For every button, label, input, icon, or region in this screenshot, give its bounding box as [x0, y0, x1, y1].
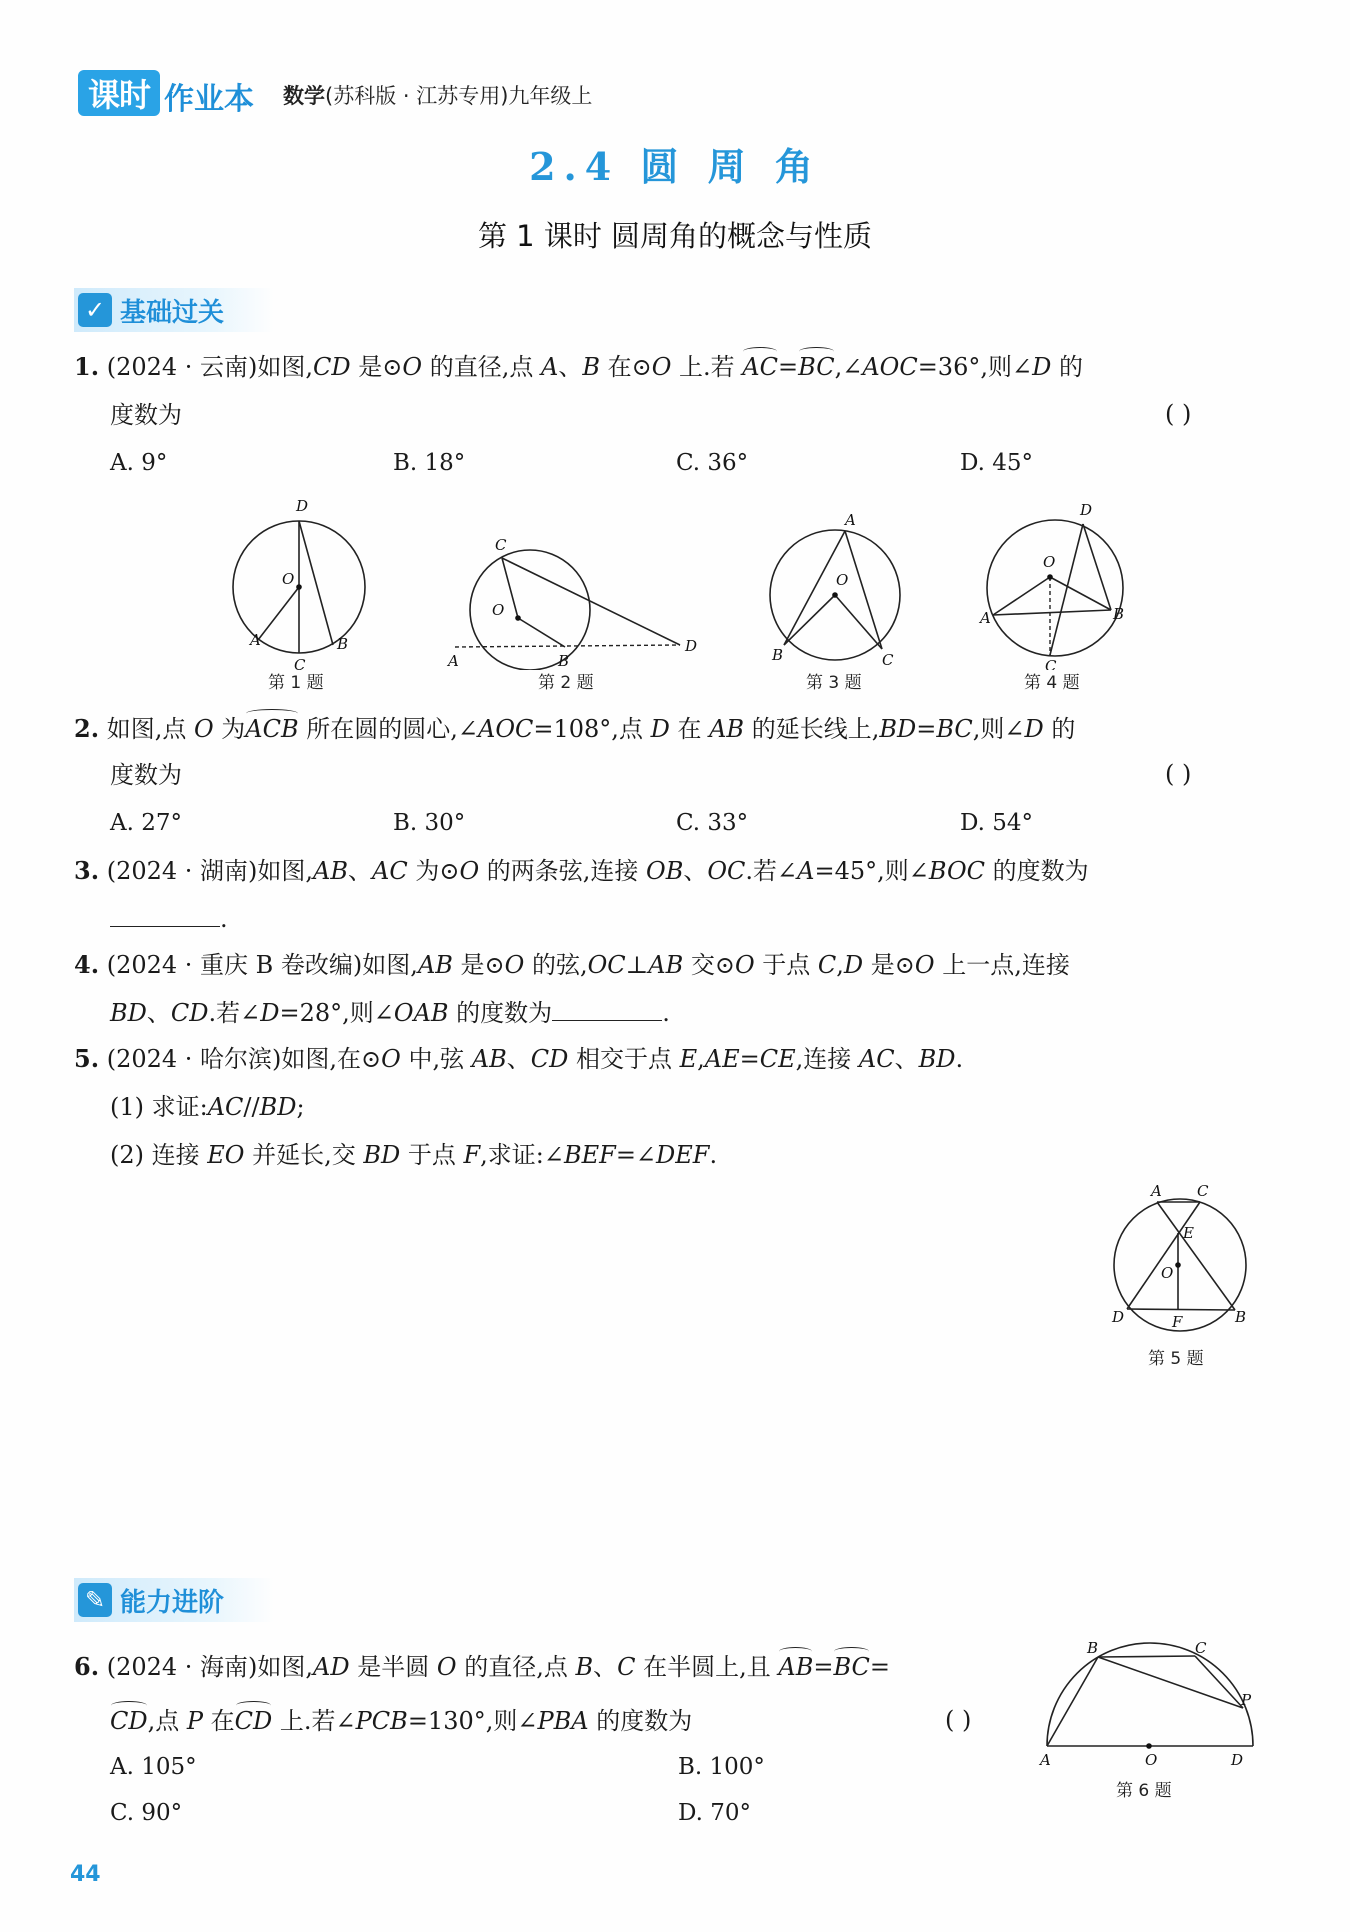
svg-text:C: C [294, 656, 306, 670]
brand-logo: 课时 [78, 70, 160, 116]
svg-text:C: C [495, 536, 507, 554]
caption-figure-6: 第 6 题 [1116, 1781, 1172, 1801]
caption-figure-3: 第 3 题 [806, 673, 862, 693]
caption-figure-2: 第 2 题 [538, 673, 594, 693]
svg-text:D: D [296, 497, 309, 515]
svg-text:D: D [685, 637, 698, 655]
question-5-part2: (2) 连接 EO 并延长,交 BD 于点 F,求证:∠BEF=∠DEF. [110, 1141, 718, 1169]
svg-text:O: O [1145, 1751, 1158, 1769]
caption-figure-4: 第 4 题 [1024, 673, 1080, 693]
svg-text:C: C [1197, 1185, 1209, 1200]
option-1b[interactable]: B. 18° [393, 450, 466, 476]
option-6d[interactable]: D. 70° [678, 1800, 752, 1826]
figure-3 [760, 505, 910, 674]
svg-text:D: D [1112, 1308, 1125, 1326]
question-5-part1: (1) 求证:AC//BD; [110, 1093, 305, 1121]
section-title: 2.4 圆 周 角 [529, 144, 821, 189]
answer-paren-6[interactable]: ( ) [945, 1706, 972, 1734]
answer-paren-1[interactable]: ( ) [1165, 400, 1192, 428]
svg-text:O: O [1161, 1264, 1174, 1282]
svg-text:B: B [1087, 1640, 1099, 1657]
option-2d[interactable]: D. 54° [960, 810, 1034, 836]
svg-text:E: E [1183, 1224, 1194, 1242]
svg-text:A: A [980, 609, 991, 627]
option-6c[interactable]: C. 90° [110, 1800, 183, 1826]
question-4: 4. (2024 · 重庆 B 卷改编)如图,AB 是⊙O 的弦,OC⊥AB 交⊙O 于点 C,D 是⊙O 上一点,连接 [74, 950, 1070, 979]
option-1a[interactable]: A. 9° [110, 450, 168, 476]
answer-paren-2[interactable]: ( ) [1165, 760, 1192, 788]
edit-icon: ✎ [78, 1583, 112, 1617]
figure-2 [440, 530, 700, 674]
question-6-line2: CD,点 P 在CD 上.若∠PCB=130°,则∠PBA 的度数为 [110, 1707, 693, 1735]
svg-text:B: B [772, 646, 784, 664]
svg-text:B: B [337, 635, 349, 653]
question-2-line2: 度数为 [110, 761, 182, 789]
svg-text:P: P [1241, 1691, 1252, 1709]
brand-name: 作业本 [164, 82, 254, 117]
svg-text:O: O [836, 571, 849, 589]
option-1d[interactable]: D. 45° [960, 450, 1034, 476]
svg-text:B: B [1235, 1308, 1247, 1326]
figure-4 [975, 495, 1135, 674]
option-2c[interactable]: C. 33° [676, 810, 749, 836]
svg-text:B: B [1113, 605, 1125, 623]
svg-text:O: O [1043, 553, 1056, 571]
page-number: 44 [70, 1862, 101, 1887]
svg-text:A: A [1040, 1751, 1051, 1769]
svg-text:F: F [1172, 1313, 1183, 1331]
answer-blank-3[interactable]: . [110, 904, 228, 934]
checkbox-icon: ✓ [78, 293, 112, 327]
svg-text:C: C [882, 651, 894, 669]
svg-text:C: C [1195, 1640, 1207, 1657]
section-banner-basic: ✓ 基础过关 [74, 288, 274, 332]
caption-figure-5: 第 5 题 [1148, 1349, 1204, 1369]
svg-text:A: A [845, 511, 856, 529]
question-6: 6. (2024 · 海南)如图,AD 是半圆 O 的直径,点 B、C 在半圆上,且 AB=BC= [74, 1652, 891, 1681]
question-5: 5. (2024 · 哈尔滨)如图,在⊙O 中,弦 AB、CD 相交于点 E,AE=CE,连接 AC、BD. [74, 1044, 964, 1073]
question-1: 1. (2024 · 云南)如图,CD 是⊙O 的直径,点 A、B 在⊙O 上.若 AC=BC,∠AOC=36°,则∠D 的 [74, 352, 1083, 381]
option-2b[interactable]: B. 30° [393, 810, 466, 836]
caption-figure-1: 第 1 题 [268, 673, 324, 693]
option-6a[interactable]: A. 105° [110, 1754, 197, 1780]
svg-text:A: A [1151, 1185, 1162, 1200]
svg-text:O: O [492, 601, 505, 619]
svg-text:A: A [448, 652, 459, 670]
option-6b[interactable]: B. 100° [678, 1754, 765, 1780]
answer-blank-4[interactable] [552, 998, 662, 1021]
book-info: 数学(苏科版 · 江苏专用)九年级上 [283, 84, 593, 108]
lesson-title: 第 1 课时 圆周角的概念与性质 [477, 219, 873, 253]
question-1-line2: 度数为 [110, 401, 182, 429]
svg-text:D: D [1231, 1751, 1244, 1769]
svg-text:C: C [1045, 657, 1057, 670]
svg-text:A: A [250, 631, 261, 649]
svg-text:B: B [558, 652, 570, 670]
question-3: 3. (2024 · 湖南)如图,AB、AC 为⊙O 的两条弦,连接 OB、OC.若∠A=45°,则∠BOC 的度数为 [74, 856, 1089, 885]
figure-6 [1035, 1640, 1255, 1774]
question-4-line2: BD、CD.若∠D=28°,则∠OAB 的度数为 . [110, 999, 670, 1027]
option-2a[interactable]: A. 27° [110, 810, 182, 836]
figure-1 [220, 490, 380, 674]
section-banner-advanced: ✎ 能力进阶 [74, 1578, 274, 1622]
svg-text:D: D [1080, 501, 1093, 519]
figure-5 [1105, 1185, 1255, 1339]
question-2: 2. 如图,点 O 为ACB 所在圆的圆心,∠AOC=108°,点 D 在 AB 的延长线上,BD=BC,则∠D 的 [74, 714, 1076, 743]
svg-text:O: O [282, 570, 295, 588]
option-1c[interactable]: C. 36° [676, 450, 749, 476]
